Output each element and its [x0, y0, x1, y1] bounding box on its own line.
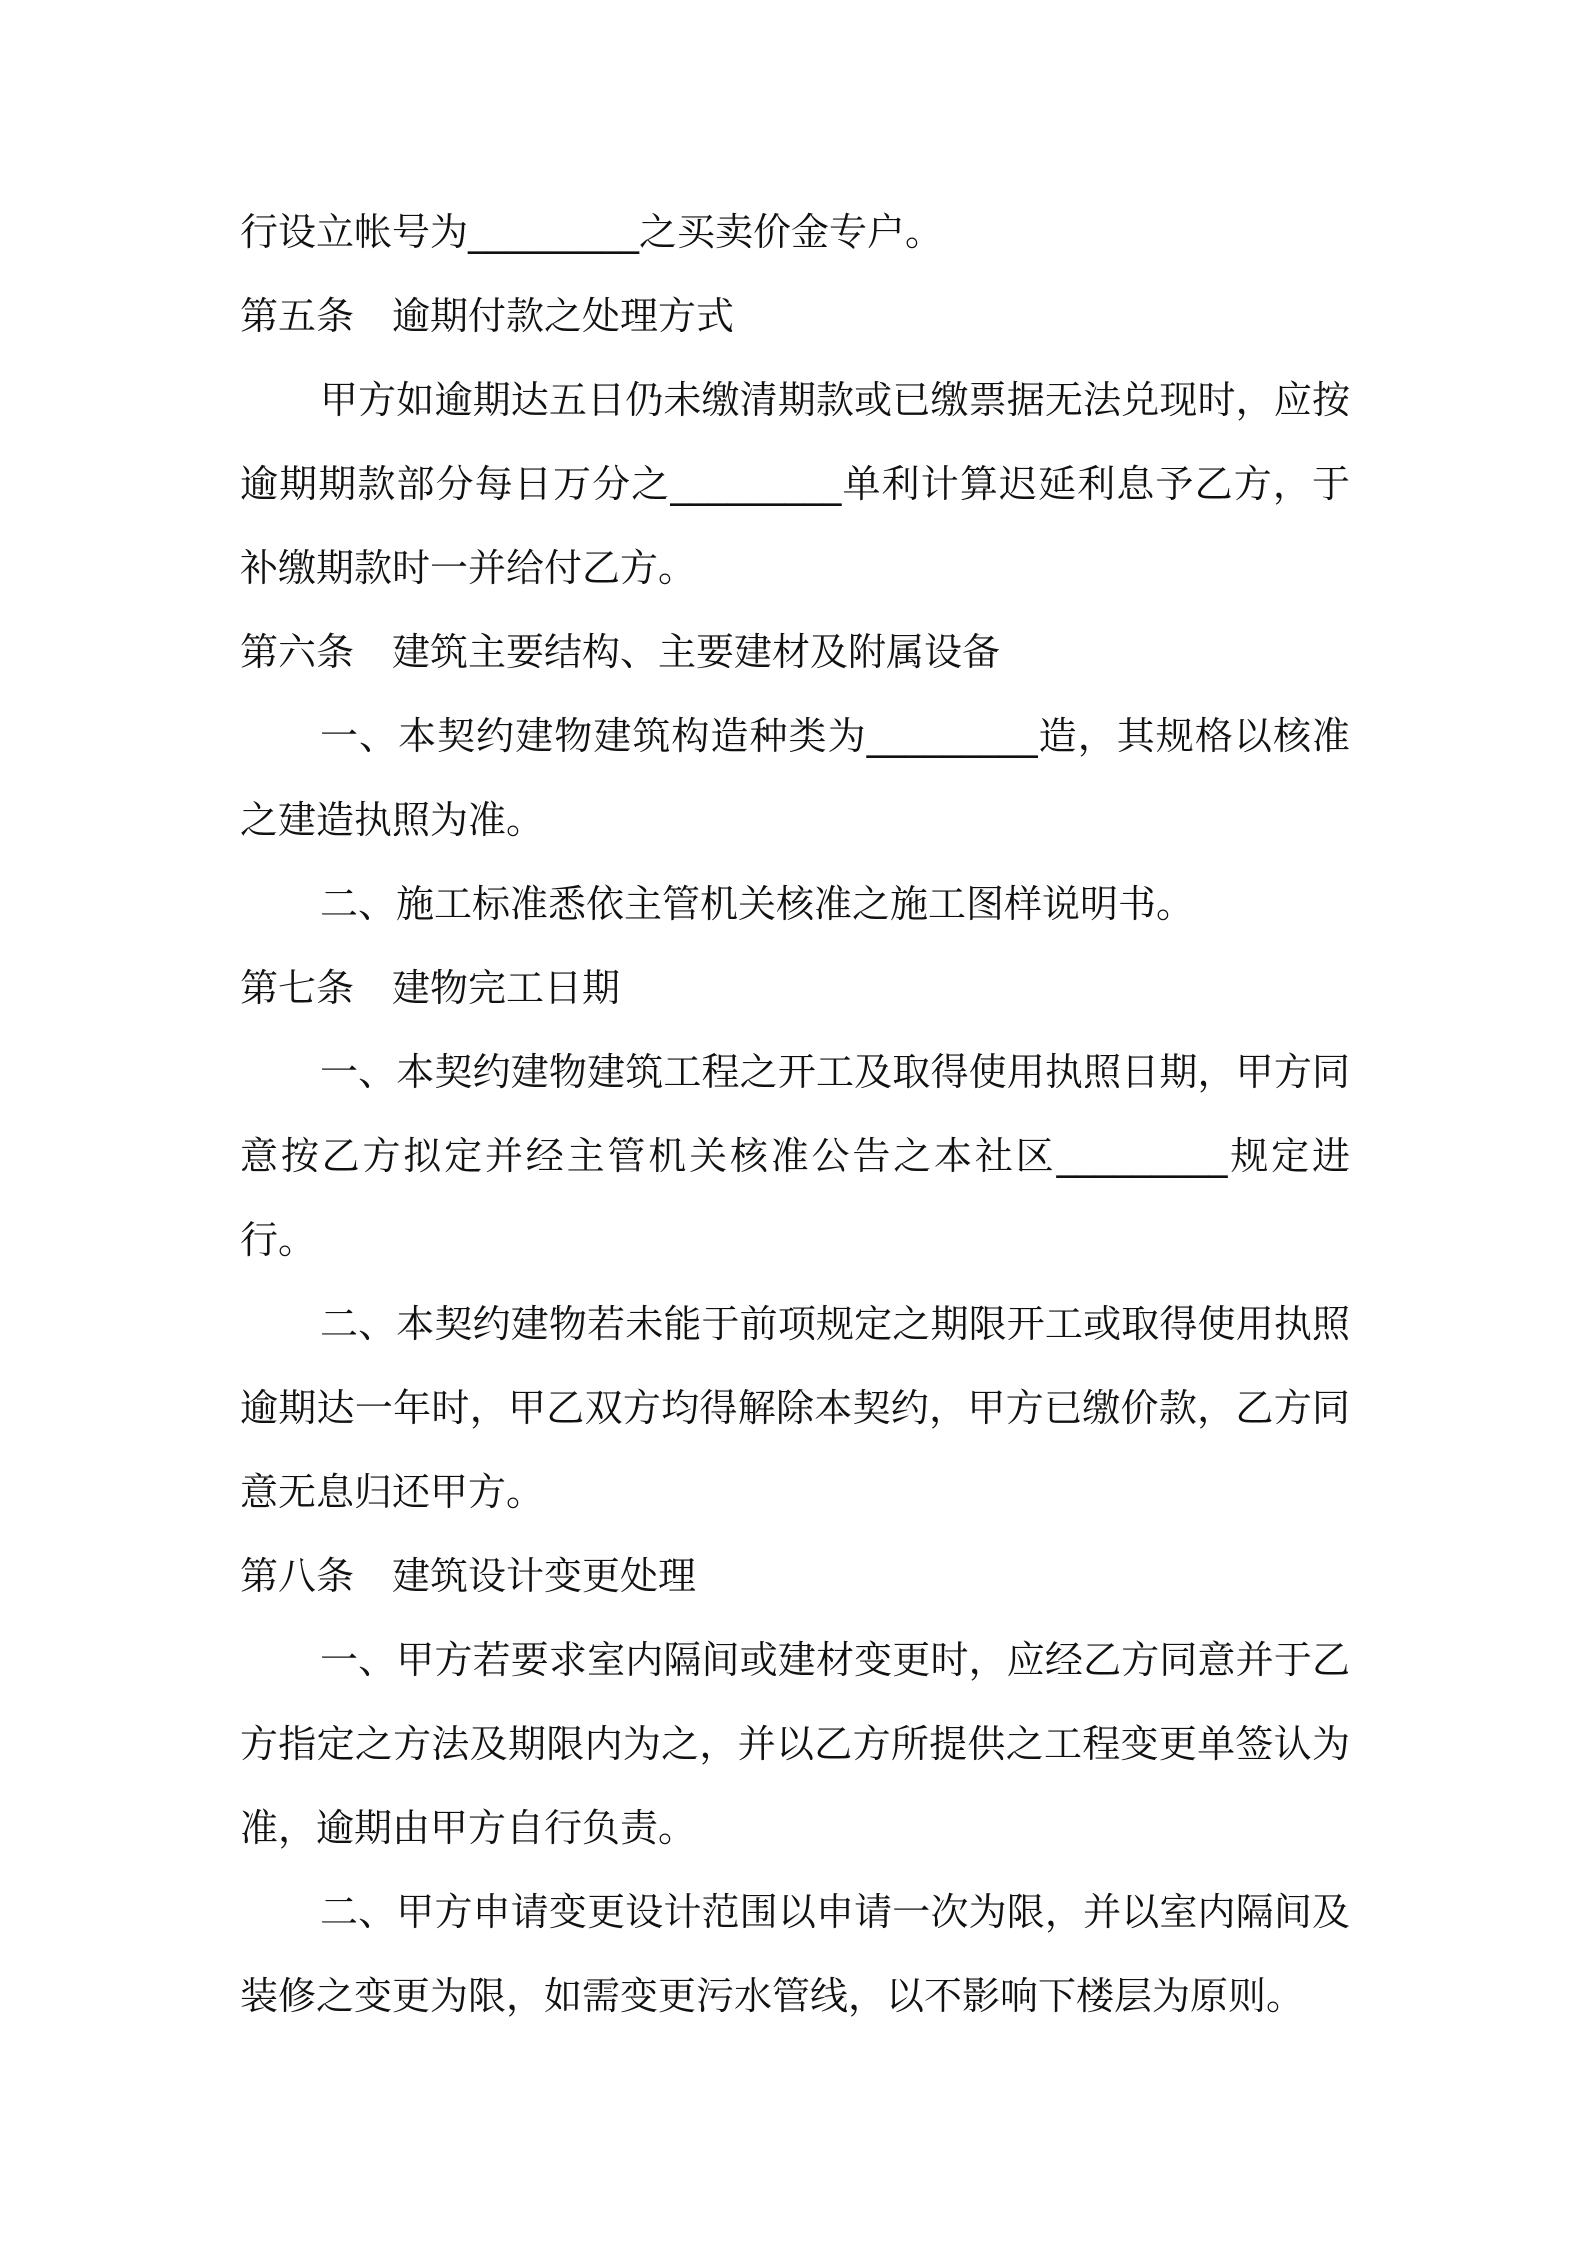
article-7-clause-2: 二、本契约建物若未能于前项规定之期限开工或取得使用执照逾期达一年时，甲乙双方均得解除本契约，甲方已缴价款，乙方同意无息归还甲方。: [240, 1302, 1350, 1514]
article-8-clause-1: 一、甲方若要求室内隔间或建材变更时，应经乙方同意并于乙方指定之方法及期限内为之，并以乙方所提供之工程变更单签认为准，逾期由甲方自行负责。: [240, 1638, 1350, 1850]
article-7-clause-1: 一、本契约建物建筑工程之开工及取得使用执照日期，甲方同意按乙方拟定并经主管机关核准公告之本社区_________规定进行。: [240, 1050, 1350, 1262]
article-8-clause-2: 二、甲方申请变更设计范围以申请一次为限，并以室内隔间及装修之变更为限，如需变更污水管线，以不影响下楼层为原则。: [240, 1890, 1350, 2018]
article-6-clause-2: 二、施工标准悉依主管机关核准之施工图样说明书。: [320, 882, 1195, 926]
article-5-body: 甲方如逾期达五日仍未缴清期款或已缴票据无法兑现时，应按逾期期款部分每日万分之_________单利计算迟延利息予乙方，于补缴期款时一并给付乙方。: [240, 378, 1350, 590]
paragraph-continuation: 行设立帐号为_________之买卖价金专户。: [240, 210, 944, 254]
article-6-title: 第六条 建筑主要结构、主要建材及附属设备: [240, 630, 1001, 674]
article-5-title: 第五条 逾期付款之处理方式: [240, 294, 735, 338]
document-body: [240, 190, 1350, 2038]
article-7-title: 第七条 建物完工日期: [240, 966, 621, 1010]
article-8-title: 第八条 建筑设计变更处理: [240, 1554, 697, 1598]
article-6-clause-1: 一、本契约建物建筑构造种类为_________造，其规格以核准之建造执照为准。: [240, 714, 1350, 842]
